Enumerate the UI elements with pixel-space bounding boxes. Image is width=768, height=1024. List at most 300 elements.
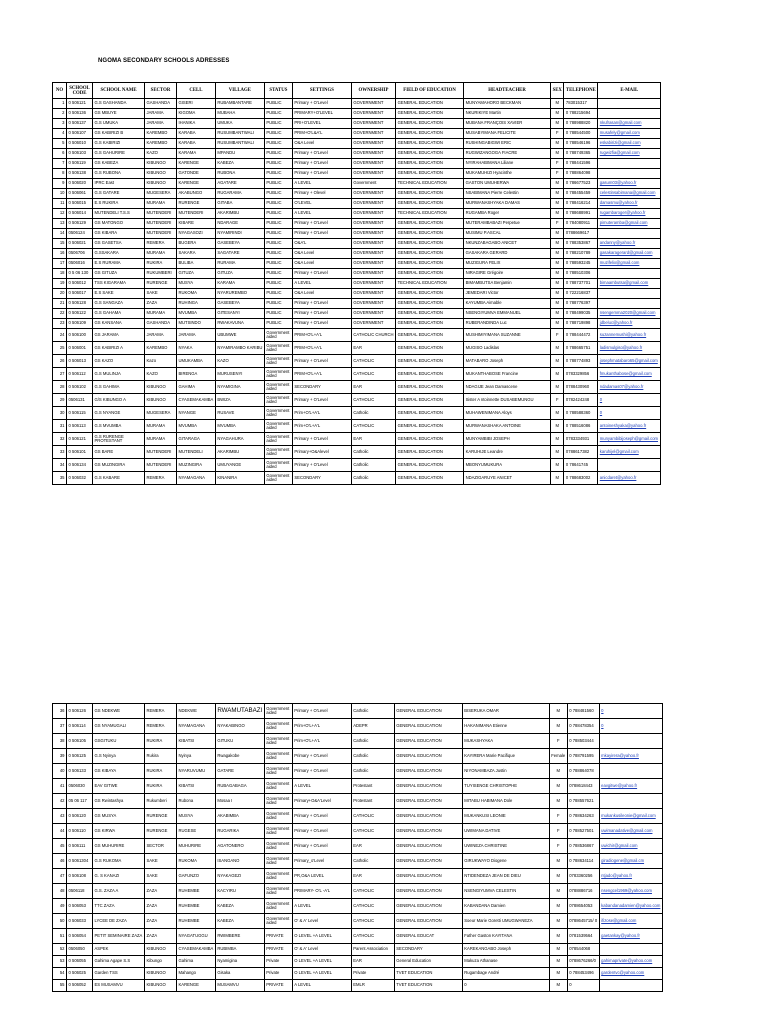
table-cell: PUBLIC — [264, 99, 292, 109]
table-cell: ISANGANO — [215, 854, 264, 869]
table-cell: REMERA — [145, 704, 177, 719]
email-cell[interactable]: nkufrasan@gmail.com — [598, 119, 661, 129]
table-cell: Prim+O'L+A'L — [292, 420, 351, 433]
email-cell[interactable]: fmukanthabose@gmail.com — [598, 368, 661, 381]
table-cell: KARAMA — [215, 279, 264, 289]
table-cell: RUGWIZANGOGA FIACRE — [464, 149, 551, 159]
table-cell: Sister A ntoinnette DUSABEMUNGU — [464, 394, 551, 407]
table-cell: Government aided — [264, 420, 292, 433]
table-cell: KAZO — [145, 149, 177, 159]
email-cell[interactable]: ladismulgiso@yahoo.fr — [598, 342, 661, 355]
email-cell — [598, 289, 661, 299]
table-cell: M — [549, 884, 567, 899]
schools-table-bottom — [52, 703, 663, 992]
table-cell: Primary + O'Level — [292, 764, 351, 779]
table-cell: G. S KANAZI — [93, 869, 145, 884]
table-cell: M — [549, 869, 567, 884]
table-cell: SAKE — [145, 289, 177, 299]
table-cell: NYAMAGANA — [177, 472, 216, 485]
table-cell: GOVERNMENT — [351, 249, 395, 259]
table-row — [53, 914, 663, 929]
table-cell: GOVERNMENT — [351, 129, 395, 139]
table-row — [53, 299, 661, 309]
table-cell: MUTENDERI — [145, 446, 177, 459]
table-cell: G.S RUBONA — [93, 169, 145, 179]
table-cell: GS MUZINGIRA — [93, 459, 145, 472]
table-cell: 0 5 06 130 — [67, 269, 93, 279]
table-cell: MUGESERA — [145, 407, 177, 420]
table-cell: NDAZIGARUYE ANICET — [464, 472, 551, 485]
table-cell: PRIVATE — [264, 980, 292, 992]
table-cell: 0 506012 — [67, 279, 93, 289]
table-cell: PUBLIC — [264, 269, 292, 279]
table-cell: M — [551, 259, 564, 269]
table-row — [53, 249, 661, 259]
table-cell: GITABA — [215, 199, 264, 209]
table-cell: MUTSINDO — [177, 319, 216, 329]
email-cell[interactable]: celestinsabimana@gmail.com — [598, 189, 661, 199]
table-cell: M — [551, 420, 564, 433]
table-cell: M — [551, 368, 564, 381]
table-cell: Mahango — [177, 968, 216, 980]
table-cell: M — [549, 854, 567, 869]
table-cell: GOVERNMENT — [351, 209, 395, 219]
table-cell: 10 — [53, 189, 67, 199]
table-cell: M — [549, 980, 567, 992]
table-row — [53, 446, 661, 459]
email-cell[interactable]: josephmatabaro65@gmail.com — [598, 355, 661, 368]
table-cell: 0 788478354 — [567, 719, 599, 734]
table-cell: MURAMA — [145, 309, 177, 319]
table-cell: GOVERNMENT — [351, 239, 395, 249]
table-cell: GAHIMA — [177, 381, 216, 394]
table-cell: 4 — [53, 129, 67, 139]
table-cell: NYAMIRAMBO KARIBU — [215, 342, 264, 355]
table-cell: M — [551, 229, 564, 239]
email-cell — [598, 229, 661, 239]
email-cell[interactable]: gasakaragerard@gmail.com — [598, 249, 661, 259]
email-cell[interactable]: eskabirizi@gmail.com — [598, 139, 661, 149]
table-cell: RUKOMA — [177, 854, 216, 869]
table-cell: MUTENDERI — [177, 209, 216, 219]
table-cell: Government aided — [264, 794, 292, 809]
table-cell: Kazo — [145, 355, 177, 368]
email-cell[interactable]: nsengcel1969@yahoo.com — [599, 884, 662, 899]
table-cell: 39 — [53, 749, 67, 764]
email-cell[interactable]: rugambaroger@yahoo.fr — [598, 209, 661, 219]
table-cell: F — [551, 394, 564, 407]
email-cell — [598, 169, 661, 179]
table-cell: 0 786677523 — [564, 179, 598, 189]
table-cell: 0 784080911 — [564, 219, 598, 229]
table-cell: 13 — [53, 219, 67, 229]
table-cell: GS KABIRIZI B — [93, 129, 145, 139]
table-cell: 0783334931 — [564, 433, 598, 446]
table-cell: JARAMA — [145, 119, 177, 129]
table-cell: Rubona — [177, 794, 216, 809]
table-cell: Prim+O'L+A'L — [292, 734, 351, 749]
table-cell: MUSYA — [177, 809, 216, 824]
table-row — [53, 459, 661, 472]
table-cell: PRIM+O'L+A'L — [292, 329, 351, 342]
table-cell: Gahima — [177, 956, 216, 968]
table-cell: 6 — [53, 149, 67, 159]
email-cell[interactable]: 0 — [598, 407, 661, 420]
table-cell: G.SSAKARA — [93, 249, 145, 259]
table-cell: M — [551, 289, 564, 299]
table-cell: 0 506105 — [67, 734, 93, 749]
table-cell: 0 506125 — [67, 749, 93, 764]
table-cell: KIBARE — [177, 219, 216, 229]
table-cell: 0 506053 — [67, 899, 93, 914]
table-cell: G.S UMUKA — [93, 119, 145, 129]
table-cell: RURAMA — [215, 259, 264, 269]
table-cell: NYAGATUGGU — [177, 929, 216, 944]
table-cell: Primary + O'Level — [292, 355, 351, 368]
table-cell: Government — [351, 179, 395, 189]
table-cell: 0 506107 — [67, 129, 93, 139]
table-cell: MURWANASHAKA ANTOINE — [464, 420, 551, 433]
table-cell: MUSHIMIYIMANA SUZANNE — [464, 329, 551, 342]
table-cell: 05 06 117 — [67, 794, 93, 809]
table-cell: GENERAL EDUCATION — [396, 109, 464, 119]
table-cell: M — [549, 956, 567, 968]
table-cell: RUKIRA — [145, 779, 177, 794]
table-cell: 11 — [53, 199, 67, 209]
table-cell: KIBUNGO — [145, 169, 177, 179]
table-cell: 23 — [53, 319, 67, 329]
table-row — [53, 980, 663, 992]
table-cell: NIRAGIRE Grégoire — [464, 269, 551, 279]
table-cell: Government aided — [264, 381, 292, 394]
column-header: E-MAIL — [598, 83, 661, 99]
email-cell[interactable]: mukankusileonie@gmail.com — [599, 809, 662, 824]
table-cell: TECHNICAL EDUCATION — [396, 209, 464, 219]
table-cell: NYANGE — [177, 407, 216, 420]
table-cell: MUSIMU P.ASCAL — [464, 229, 551, 239]
table-cell: GENERAL EDUCATION — [396, 239, 464, 249]
email-cell[interactable]: 0 — [598, 394, 661, 407]
table-cell: 0 788791595 — [567, 749, 599, 764]
table-cell: Government aided — [264, 446, 292, 459]
table-cell: G.S MVUMBA — [93, 420, 145, 433]
table-cell: 0 — [567, 980, 599, 992]
table-cell: M — [549, 764, 567, 779]
table-cell: 44 — [53, 824, 67, 839]
table-cell: RUKIRA — [145, 259, 177, 269]
email-cell[interactable]: munyambibijoseph@gmail.com — [598, 433, 661, 446]
table-cell: KIBUNGO — [145, 394, 177, 407]
table-cell: GOVERNMENT — [351, 149, 395, 159]
table-cell: GS Rwintashya — [93, 794, 145, 809]
table-cell: KIBATSI — [177, 734, 216, 749]
table-cell: Mosaa I — [215, 794, 264, 809]
table-cell: Catholic — [351, 734, 394, 749]
table-cell: RUHEMBE — [177, 914, 216, 929]
table-cell: NYAGASOZI — [177, 229, 216, 239]
table-cell: REMERA — [145, 472, 177, 485]
table-cell: 0 506136 — [67, 109, 93, 119]
table-cell: M — [549, 914, 567, 929]
table-row — [53, 899, 663, 914]
table-cell: 0 506111 — [67, 839, 93, 854]
email-cell[interactable]: kabandanadamien@yahoo.com — [599, 899, 662, 914]
table-cell: PUBLIC — [264, 179, 292, 189]
table-cell: Primary + O'Level — [292, 704, 351, 719]
email-cell[interactable]: ifizose@gmail.com — [599, 914, 662, 929]
email-cell[interactable]: gahimaprivate@yahoo.com — [599, 956, 662, 968]
email-cell — [598, 159, 661, 169]
table-cell: Primary + O'Level — [292, 394, 351, 407]
email-cell[interactable]: antoineshyaka@yahoo.fr — [598, 420, 661, 433]
table-cell: PUBLIC — [264, 129, 292, 139]
table-cell: MUNYAMAHORO BECKMAN — [464, 99, 551, 109]
table-cell: KAREMBO — [145, 139, 177, 149]
table-cell: GOVERNMENT — [351, 279, 395, 289]
table-cell: 2 — [53, 109, 67, 119]
table-cell: 0 722216837 — [564, 289, 598, 299]
table-cell: PETIT SEMINAIRE ZAZA — [93, 929, 145, 944]
table-cell: ZAZA — [145, 929, 177, 944]
table-cell: G.S GASHANDA — [93, 99, 145, 109]
email-cell[interactable]: jdbeluc@yahoo.fr — [598, 319, 661, 329]
table-cell: 0 506025 — [67, 968, 93, 980]
table-row — [53, 956, 663, 968]
table-cell: 0 506119 — [67, 159, 93, 169]
email-cell[interactable]: gardentvc@yahoo.com — [599, 968, 662, 980]
table-row — [53, 109, 661, 119]
table-cell: 783015317 — [564, 99, 598, 109]
table-cell: GOVERNMENT — [351, 159, 395, 169]
email-cell[interactable]: uwimanadative@gmail.com — [599, 824, 662, 839]
table-cell: PUBLIC — [264, 299, 292, 309]
table-cell: GASHANDA — [145, 319, 177, 329]
table-cell: 0 506126 — [67, 704, 93, 719]
table-cell: GENERAL EDUCATION — [396, 149, 464, 159]
table-cell: TVET EDUCATION — [394, 980, 462, 992]
table-cell: 0 506017 — [67, 289, 93, 299]
table-cell: GOVERNMENT — [351, 289, 395, 299]
table-cell: O LEVEL +A LEVEL — [292, 968, 351, 980]
table-cell: 0 506120 — [67, 809, 93, 824]
table-cell: MVUMBA — [177, 420, 216, 433]
table-cell: ZAZA — [145, 899, 177, 914]
table-cell: Primary + O'Level — [292, 149, 351, 159]
table-cell: GASHANDA — [145, 99, 177, 109]
table-cell: GENERAL EDUCATION — [396, 394, 464, 407]
table-cell: KARUHIJE Leandre — [464, 446, 551, 459]
table-cell: O&A Level — [292, 259, 351, 269]
table-cell: KAZO — [145, 368, 177, 381]
email-cell[interactable]: damasmu@yahoo.fr — [598, 199, 661, 209]
email-cell — [598, 269, 661, 279]
table-cell: GENERAL EDUCATION — [394, 914, 462, 929]
table-cell: M — [551, 342, 564, 355]
table-cell: 0 506055 — [67, 956, 93, 968]
table-cell: BWIZA — [215, 394, 264, 407]
table-cell: M — [549, 899, 567, 914]
table-cell: GENERAL EDUCATION — [396, 472, 464, 485]
column-header: SEX — [551, 83, 564, 99]
table-cell: GENERAL EDUCATION — [394, 869, 462, 884]
table-cell: MURAMA — [145, 420, 177, 433]
email-cell — [599, 764, 662, 779]
table-cell: Private — [351, 968, 394, 980]
table-cell: RUKOMA — [177, 289, 216, 299]
table-cell: M — [551, 119, 564, 129]
table-cell: 0 506137 — [67, 119, 93, 129]
table-cell: Government aided — [264, 839, 292, 854]
table-cell: M — [551, 446, 564, 459]
table-cell: 0788886716 — [567, 884, 599, 899]
table-cell: 0 788527501 — [567, 824, 599, 839]
table-cell: 0 506015 — [67, 199, 93, 209]
table-row — [53, 309, 661, 319]
email-cell[interactable]: suzannemushi@yahoo.fr — [598, 329, 661, 342]
table-cell: PUBLIC — [264, 309, 292, 319]
email-cell[interactable]: ntjado@yahoo.fr — [599, 869, 662, 884]
table-cell: 16 — [53, 249, 67, 259]
email-cell[interactable]: eavgitwe@yahoo.fr — [599, 779, 662, 794]
table-row — [53, 209, 661, 219]
table-cell: RWIMBERE — [215, 929, 264, 944]
table-cell: PRI+O'LEVEL — [292, 119, 351, 129]
table-cell: PUBLIC — [264, 119, 292, 129]
table-cell: Catholic — [351, 459, 395, 472]
table-cell: Prim+O'L+A'L — [292, 407, 351, 420]
table-cell: 8 — [53, 169, 67, 179]
table-cell: 0 506121 — [67, 433, 93, 446]
table-cell: 48 — [53, 884, 67, 899]
table-row — [53, 749, 663, 764]
email-cell[interactable]: giradiogene@gmail.cm — [599, 854, 662, 869]
table-cell: 49 — [53, 899, 67, 914]
table-cell: 19 — [53, 279, 67, 289]
table-cell: 0788430960 — [564, 381, 598, 394]
table-cell: Primary + O'Level — [292, 229, 351, 239]
table-cell: 0 788634263 — [567, 809, 599, 824]
table-cell: O&A Level — [292, 249, 351, 259]
table-cell: PUBLIC — [264, 199, 292, 209]
table-cell: M — [551, 433, 564, 446]
table-cell: KAYIRERA Marie Pacifique — [462, 749, 549, 764]
table-cell: PUBLIC — [264, 219, 292, 229]
email-cell[interactable]: 0 — [599, 719, 662, 734]
table-cell: ADEPR — [351, 719, 394, 734]
table-cell: AKABIMBA — [215, 809, 264, 824]
table-cell: Primary + O'Level — [292, 433, 351, 446]
table-cell: M — [551, 459, 564, 472]
table-cell: PRIVATE — [264, 944, 292, 956]
table-cell: MUNYAMBIBI JOSEPH — [464, 433, 551, 446]
table-cell: PUBLIC — [264, 259, 292, 269]
email-cell[interactable]: ndadamas07@yahoo.fr — [598, 381, 661, 394]
table-cell: 35 — [53, 472, 67, 485]
email-cell[interactable]: mkayirera@yahoo.fr — [599, 749, 662, 764]
table-row — [53, 342, 661, 355]
table-cell: 0 506133 — [67, 764, 93, 779]
table-cell: M — [551, 381, 564, 394]
table-row — [53, 199, 661, 209]
table-cell: F — [549, 839, 567, 854]
table-cell: 29 — [53, 394, 67, 407]
table-cell: EAR — [351, 433, 395, 446]
table-cell: Government aided — [264, 704, 292, 719]
table-cell: GENERAL EDUCATION — [394, 854, 462, 869]
table-cell: Government aided — [264, 764, 292, 779]
table-cell: KAREKANGABO Joseph — [462, 944, 549, 956]
table-cell: SECONDARY — [292, 472, 351, 485]
table-cell: KARABA — [177, 139, 216, 149]
table-cell: GS KIRWA — [93, 824, 145, 839]
email-cell[interactable]: rugwizfia@gmail.com — [598, 149, 661, 159]
table-cell: MUKANTHABOSE Francine — [464, 368, 551, 381]
table-cell: CATHOLIC — [351, 899, 394, 914]
table-cell: 46 — [53, 854, 67, 869]
email-cell[interactable]: nsengemma2020@gmail.com — [598, 309, 661, 319]
table-cell: 53 — [53, 956, 67, 968]
table-cell: 0 506033 — [67, 914, 93, 929]
table-cell: Rukira — [145, 749, 177, 764]
table-cell: GATONDE — [177, 169, 216, 179]
email-cell[interactable]: bimaambutsa@gmail.com — [598, 279, 661, 289]
table-cell: 0 506113 — [67, 420, 93, 433]
table-row — [53, 329, 661, 342]
table-cell: UWINEZA CHRISTINE — [462, 839, 549, 854]
table-cell: General Education — [394, 956, 462, 968]
table-cell: ASPEK — [93, 944, 145, 956]
table-cell: Government aided — [264, 734, 292, 749]
email-cell[interactable]: gasum03@yahoo.fr — [598, 179, 661, 189]
table-cell: 0 506110 — [67, 824, 93, 839]
table-cell: Garden TSS — [93, 968, 145, 980]
table-cell: M — [549, 929, 567, 944]
email-cell[interactable]: muzifelix@gmail.com — [598, 259, 661, 269]
table-cell: GATARE — [215, 764, 264, 779]
table-cell: PUBLIC — [264, 149, 292, 159]
table-cell: SECONDARY — [292, 381, 351, 394]
table-cell: 0506030 — [67, 779, 93, 794]
table-cell: GENERAL EDUCATION — [394, 749, 462, 764]
column-header: SECTOR — [145, 83, 177, 99]
table-cell: RUGAMBA Roger — [464, 209, 551, 219]
table-cell: 0 506052 — [67, 980, 93, 992]
table-cell: RUBERANDINDA Luc — [464, 319, 551, 329]
table-cell: KINANIRA — [215, 472, 264, 485]
table-cell: RUKIRA — [145, 764, 177, 779]
email-cell[interactable]: uwichir@gmail.com — [599, 839, 662, 854]
email-cell[interactable]: 0 — [599, 704, 662, 719]
email-cell[interactable]: karuhijel@gmail.com — [598, 446, 661, 459]
table-cell: 9 — [53, 179, 67, 189]
email-cell[interactable]: gaetankay@yahoo.fr — [599, 929, 662, 944]
table-cell: RUSAVE — [215, 407, 264, 420]
email-cell[interactable]: musafely@gmail.com — [598, 129, 661, 139]
table-cell: GOVERNMENT — [351, 299, 395, 309]
email-cell[interactable]: pimuteramba@gmail.com — [598, 219, 661, 229]
table-cell: Primary + O'Level — [292, 749, 351, 764]
table-cell: Government aided — [264, 824, 292, 839]
table-cell: RUGARIKA — [215, 824, 264, 839]
table-cell: PUBLIC — [264, 159, 292, 169]
column-header: FIELD OF EDUCATION — [396, 83, 464, 99]
table-cell: RUSUMBANTWALI — [215, 129, 264, 139]
email-cell[interactable]: andanny@yahoo.fr — [598, 239, 661, 249]
table-cell: PR,O&A LEVEL — [292, 869, 351, 884]
table-cell: M — [551, 179, 564, 189]
table-cell: G.S. ZAZA A — [93, 884, 145, 899]
email-cell[interactable]: anicdaret@yahoo.fr — [598, 472, 661, 485]
